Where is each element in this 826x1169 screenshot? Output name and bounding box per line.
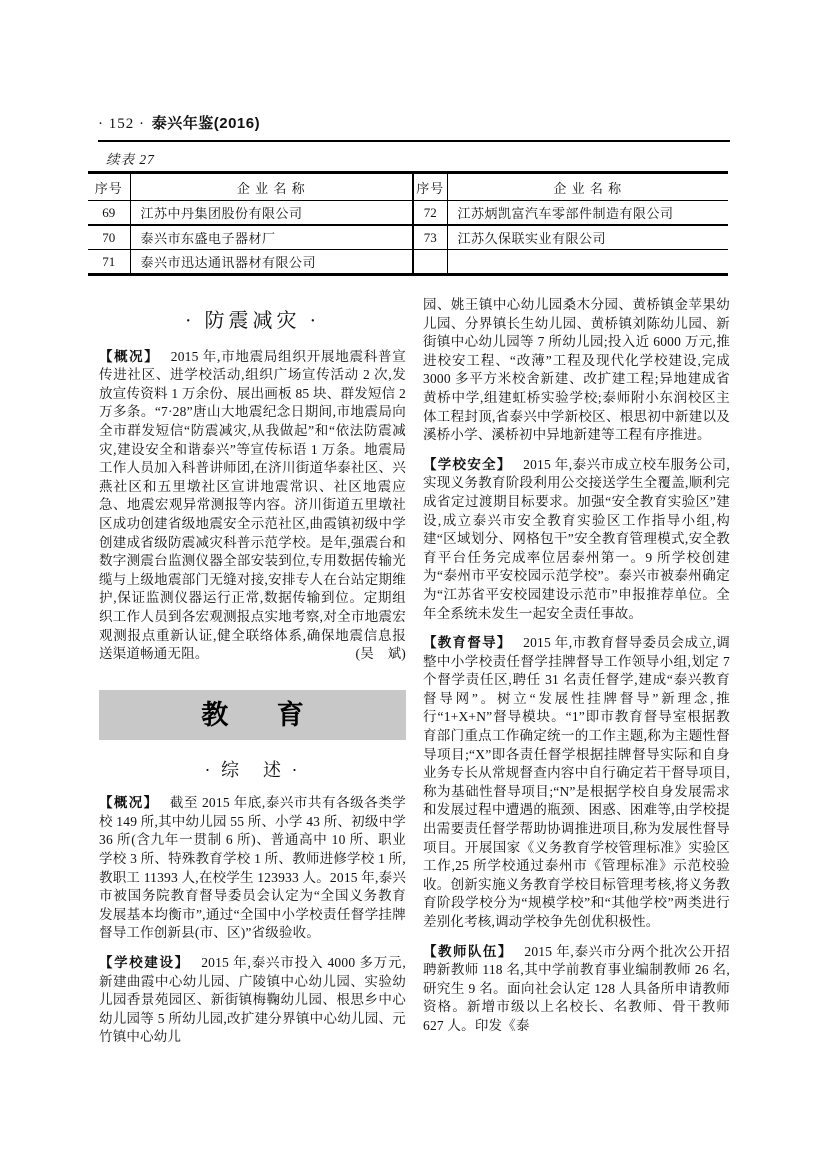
table-row (88, 250, 728, 275)
education-banner: 教育 (99, 690, 406, 740)
book-title: 泰兴年鉴(2016) (151, 115, 261, 132)
paragraph-text: 2015 年,市地震局组织开展地震科普宣传进社区、进学校活动,组织广场宣传活动 2 次,发放宣传资料 1 万余份、展出画板 85 块、群发短信 2 万多条。“7·28”唐山大地震纪念日期间,市地震局向全市群发短信“防震减灾,从我做起”和“依法防震减灾,建设安全和谐泰兴”等宣传标语 1 万条。地震局工作人员加入科普讲师团,在济川街道华泰社区、兴燕社区和五里墩社区宣讲地震常识、社区地震应急、地震宏观异常测报等内容。济川街道五里墩社区成功创建省级地震安全示范社区,曲霞镇初级中学创建成省级防震减灾科普示范学校。是年,强震台和数字测震台监测仪器全部安装到位,专用数据传输光缆与上级地震部门无缝对接,安排专人在台站定期维护,保证监测仪器运行正常,数据传输到位。定期组织工作人员到各宏观测报点实地考察,对全市地震宏观测报点重新认证,健全联络体系,确保地震信息报送渠道畅通无阻。 (99, 348, 406, 662)
table-header-name-right: 企 业 名 称 (447, 173, 728, 201)
left-column (99, 300, 406, 1068)
table-caption: 续表 27 (106, 152, 155, 167)
enterprise-table (88, 171, 728, 276)
table-cell-seq: 71 (88, 250, 130, 275)
education-overview-paragraph (99, 794, 406, 943)
table-cell-name: 泰兴市东盛电子器材厂 (130, 225, 413, 250)
paragraph-text: 园、姚王镇中心幼儿园桑木分园、黄桥镇金苹果幼儿园、分界镇长生幼儿园、黄桥镇刘陈幼儿园、新街镇中心幼儿园等 7 所幼儿园;投入近 6000 万元,推进校安工程、“改薄”工程及现代化学校建设,完成 3000 多平方米校舍新建、改扩建工程;异地建成省黄桥中学,组建虹桥实验学校;泰师附小东润校区主体工程封顶,省泰兴中学新校区、根思初中新建以及溪桥小学、溪桥初中异地新建等工程有序推进。 (423, 297, 730, 443)
paragraph-label: 【概况】 (99, 795, 159, 811)
table-row (88, 201, 728, 226)
school-construction-continued-paragraph (423, 296, 730, 445)
table-header-seq-right: 序号 (413, 173, 447, 201)
paragraph-text: 2015 年,市教育督导委员会成立,调整中小学校责任督学挂牌督导工作领导小组,划定 7 个督学责任区,聘任 31 名责任督学,建成“泰兴教育督导网”。树立“发展性挂牌督导”新理念,推行“1+X+N”督导模块。“1”即市教育督导室根据教育部门重点工作确定统一的工作主题,称为主题性督导项目;“X”即各责任督学根据挂牌督导实际和自身业务专长从常规督查内容中自行确定若干督导项目,称为基础性督导项目;“N”是根据学校自身发展需求和发展过程中遭遇的瓶颈、困惑、困难等,由学校提出需要责任督学帮助协调推进项目,称为发展性督导项目。开展国家《义务教育学校管理标准》实验区工作,25 所学校通过泰州市《管理标准》示范校验收。创新实施义务教育学校目标管理考核,将义务教育阶段学校分为“规模学校”和“其他学校”两类进行差别化考核,调动学校争先创优积极性。 (423, 635, 730, 929)
summary-title: · 综 述 · (204, 759, 301, 780)
page-number: · 152 · (98, 116, 145, 132)
quake-overview-paragraph (99, 348, 406, 664)
table-header-row (88, 173, 728, 201)
table-cell-seq (413, 250, 447, 275)
paragraph-label: 【学校建设】 (99, 955, 190, 971)
table-row (88, 225, 728, 250)
paragraph-label: 【概况】 (99, 348, 160, 364)
header-rule (98, 140, 730, 142)
education-supervision-paragraph (423, 634, 730, 932)
table-header-name-left: 企 业 名 称 (130, 173, 413, 201)
table-cell-seq: 70 (88, 225, 130, 250)
table-header-seq-left: 序号 (88, 173, 130, 201)
table-cell-name: 泰兴市迅达通讯器材有限公司 (130, 250, 413, 275)
author-byline: (吴 斌) (355, 646, 406, 662)
table-cell-name: 江苏中丹集团股份有限公司 (130, 201, 413, 226)
quake-section-title: · 防震减灾 · (184, 310, 321, 332)
paragraph-text: 截至 2015 年底,泰兴市共有各级各类学校 149 所,其中幼儿园 55 所、小学 43 所、初级中学 36 所(含九年一贯制 6 所)、普通高中 10 所、职业学校 3 所、特殊教育学校 1 所、教师进修学校 1 所,教职工 11393 人,在校学生 123933 人。2015 年,泰兴市被国务院教育督导委员会认定为“全国义务教育发展基本均衡市”,通过“全国中小学校责任督学挂牌督导工作创新县(市、区)”省级验收。 (99, 795, 406, 941)
paragraph-label: 【教师队伍】 (423, 943, 513, 959)
table-cell-seq: 73 (413, 225, 447, 250)
paragraph-text: 2015 年,泰兴市成立校车服务公司,实现义务教育阶段利用公交接送学生全覆盖,顺利完成省定过渡期目标要求。加强“安全教育实验区”建设,成立泰兴市安全教育实验区工作指导小组,构建“区域划分、网格包干”安全教育管理模式,安全教育平台任务完成率位居泰州第一。9 所学校创建为“泰州市平安校园示范学校”。泰兴市被泰州确定为“江苏省平安校园建设示范市”申报推荐单位。全年全系统未发生一起安全责任事故。 (423, 456, 730, 621)
school-safety-paragraph (423, 456, 730, 623)
table-cell-name (447, 250, 728, 275)
page-header (98, 112, 260, 133)
school-construction-paragraph (99, 954, 406, 1047)
paragraph-text: 2015 年,泰兴市分两个批次公开招聘新教师 118 名,其中学前教育事业编制教师 26 名,研究生 9 名。面向社会认定 128 人具备所申请教师资格。新增市级以上名校长、名教师、骨干教师 627 人。印发《泰 (423, 943, 730, 1033)
paragraph-label: 【学校安全】 (423, 456, 512, 472)
paragraph-label: 【教育督导】 (423, 635, 512, 651)
table-cell-name: 江苏炳凯富汽车零部件制造有限公司 (447, 201, 728, 226)
right-column (423, 296, 730, 1058)
paragraph-text: 2015 年,泰兴市投入 4000 多万元,新建曲霞中心幼儿园、广陵镇中心幼儿园、实验幼儿园香景苑园区、新街镇梅鞠幼儿园、根思乡中心幼儿园等 5 所幼儿园,改扩建分界镇中心幼儿园、元竹镇中心幼儿 (99, 955, 406, 1045)
table-cell-name: 江苏久保联实业有限公司 (447, 225, 728, 250)
table-cell-seq: 69 (88, 201, 130, 226)
teacher-team-paragraph (423, 943, 730, 1036)
table-cell-seq: 72 (413, 201, 447, 226)
